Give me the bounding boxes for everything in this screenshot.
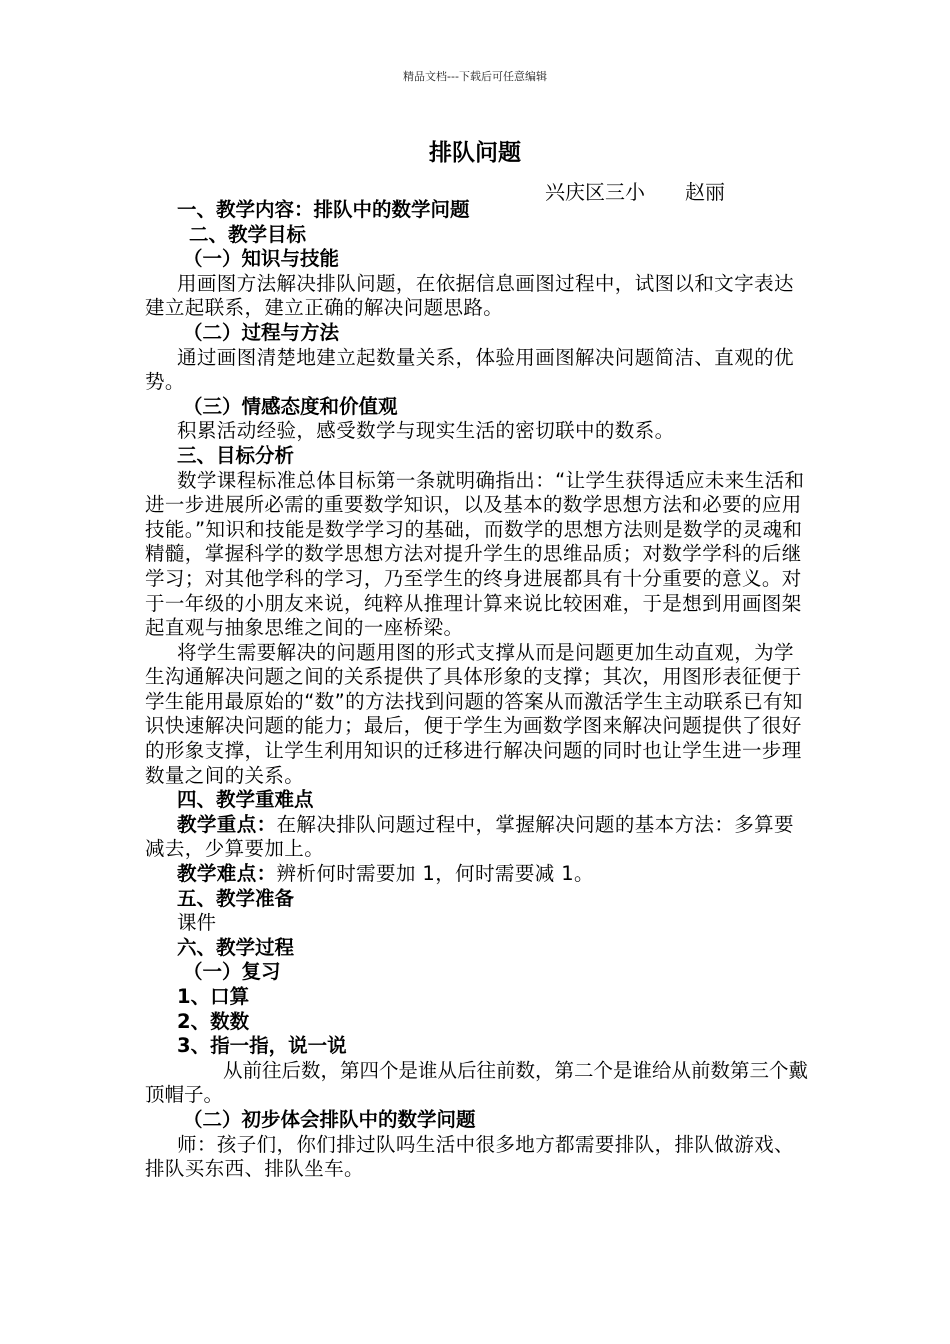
difficulty-text: 辨析何时需要加 1，何时需要减 1。 (276, 862, 594, 886)
section-heading: 六、教学过程 (177, 935, 295, 959)
paragraph: 数学课程标准总体目标第一条就明确指出：“让学生获得适应未来生活和进一步进展所必需的重要数学知识，以及基本的数学思想方法和必要的应用技能。”知识和技能是数学学习的基础，而数学的思想方法则是数学的灵魂和精髓，掌握科学的数学思想方法对提升学生的思维品质；对数学学科的后继学习；对其他学科的学习，乃至学生的终身进展都具有十分重要的意义。对于一年级的小朋友来说，纯粹从推理计算来说比较困难，于是想到用画图架起直观与抽象思维之间的一座桥梁。 (145, 468, 805, 640)
paragraph: 课件 (177, 911, 217, 935)
key-point-text: 在解决排队问题过程中，掌握解决问题的基本方法：多算要减去，少算要加上。 (145, 812, 794, 861)
subsection-heading: （三）情感态度和价值观 (183, 394, 398, 418)
paragraph: 师：孩子们，你们排过队吗生活中很多地方都需要排队，排队做游戏、排队买东西、排队坐车。 (145, 1132, 794, 1181)
section-heading: 二、教学目标 (189, 222, 307, 246)
paragraph: 将学生需要解决的问题用图的形式支撑从而是问题更加生动直观，为学生沟通解决问题之间的关系提供了具体形象的支撑；其次，用图形表征便于学生能用最原始的“数”的方法找到问题的答案从而激活学生主动联系已有知识快速解决问题的能力；最后，便于学生为画数学图来解决问题提供了很好的形象支撑，让学生利用知识的迁移进行解决问题的同时也让学生进一步理数量之间的关系。 (145, 640, 803, 787)
document-title: 排队问题 (429, 140, 521, 166)
key-point-label: 教学重点： (177, 812, 277, 836)
paragraph: 积累活动经验，感受数学与现实生活的密切联中的数系。 (177, 419, 675, 443)
document-body (145, 198, 813, 1182)
section-heading: 四、教学重难点 (177, 788, 314, 812)
key-point-paragraph (145, 813, 813, 862)
paragraph: 用画图方法解决排队问题，在依据信息画图过程中，试图以和文字表达建立起联系，建立正确的解决问题思路。 (145, 271, 794, 320)
author-line: 兴庆区三小 赵丽 (545, 180, 725, 204)
subsection-heading: （二）初步体会排队中的数学问题 (183, 1107, 476, 1131)
paragraph: 通过画图清楚地建立起数量关系，体验用画图解决问题简洁、直观的优势。 (145, 345, 794, 394)
page-header: 精品文档---下载后可任意编辑 (403, 70, 547, 83)
section-heading: 三、目标分析 (177, 443, 295, 467)
subsection-heading: （一）知识与技能 (183, 247, 340, 271)
list-item: 3、指一指，说一说 (177, 1034, 347, 1058)
section-heading: 五、教学准备 (177, 886, 295, 910)
difficulty-label: 教学难点： (177, 862, 277, 886)
subsection-heading: （二）过程与方法 (183, 320, 340, 344)
difficulty-paragraph (145, 862, 813, 887)
paragraph: 从前往后数，第四个是谁从后往前数，第二个是谁给从前数第三个戴顶帽子。 (145, 1058, 809, 1107)
list-item: 2、数数 (177, 1009, 250, 1033)
list-item: 1、口算 (177, 985, 250, 1008)
subsection-heading: （一）复习 (183, 960, 281, 984)
section-heading: 一、教学内容：排队中的数学问题 (177, 198, 470, 221)
